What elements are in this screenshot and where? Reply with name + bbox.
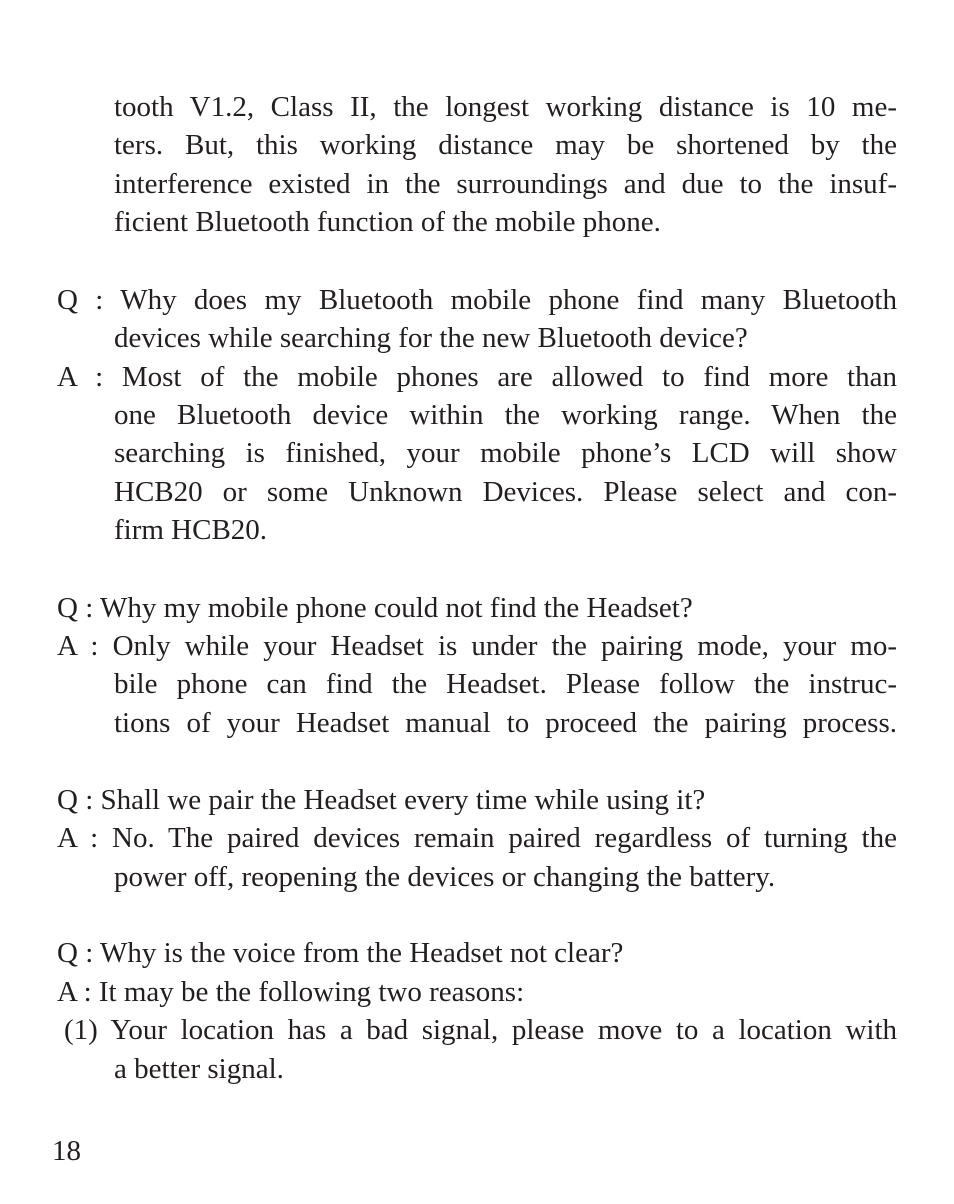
answer-line: A : Most of the mobile phones are allowed to find more than (57, 361, 897, 393)
text-line: tooth V1.2, Class II, the longest working distance is 10 me- (114, 91, 897, 123)
answer-line: A : No. The paired devices remain paired regardless of turning the (57, 822, 897, 854)
answer-line: A : It may be the following two reasons: (57, 976, 525, 1008)
question-line: Q : Why my mobile phone could not find the Headset? (57, 592, 693, 624)
text-line: ters. But, this working distance may be shortened by the (114, 129, 897, 161)
question-line: Q : Shall we pair the Headset every time while using it? (57, 784, 706, 816)
answer-line: HCB20 or some Unknown Devices. Please select and con- (114, 476, 897, 508)
list-item-line: a better signal. (114, 1053, 284, 1085)
question-line: devices while searching for the new Bluetooth device? (114, 322, 748, 354)
answer-line: power off, reopening the devices or changing the battery. (114, 861, 776, 893)
answer-line: one Bluetooth device within the working range. When the (114, 399, 897, 431)
text-line: ficient Bluetooth function of the mobile phone. (114, 206, 661, 238)
list-item-line: (1) Your location has a bad signal, please move to a location with (64, 1014, 897, 1046)
answer-line: bile phone can find the Headset. Please follow the instruc- (114, 668, 897, 700)
question-line: Q : Why is the voice from the Headset not clear? (57, 937, 624, 969)
question-line: Q : Why does my Bluetooth mobile phone find many Bluetooth (57, 284, 897, 316)
answer-line: A : Only while your Headset is under the pairing mode, your mo- (57, 630, 897, 662)
answer-line: tions of your Headset manual to proceed the pairing process. (114, 707, 897, 739)
text-line: interference existed in the surroundings and due to the insuf- (114, 168, 897, 200)
answer-line: searching is finished, your mobile phone’s LCD will show (114, 437, 897, 469)
answer-line: firm HCB20. (114, 514, 268, 546)
page-number: 18 (52, 1135, 81, 1167)
